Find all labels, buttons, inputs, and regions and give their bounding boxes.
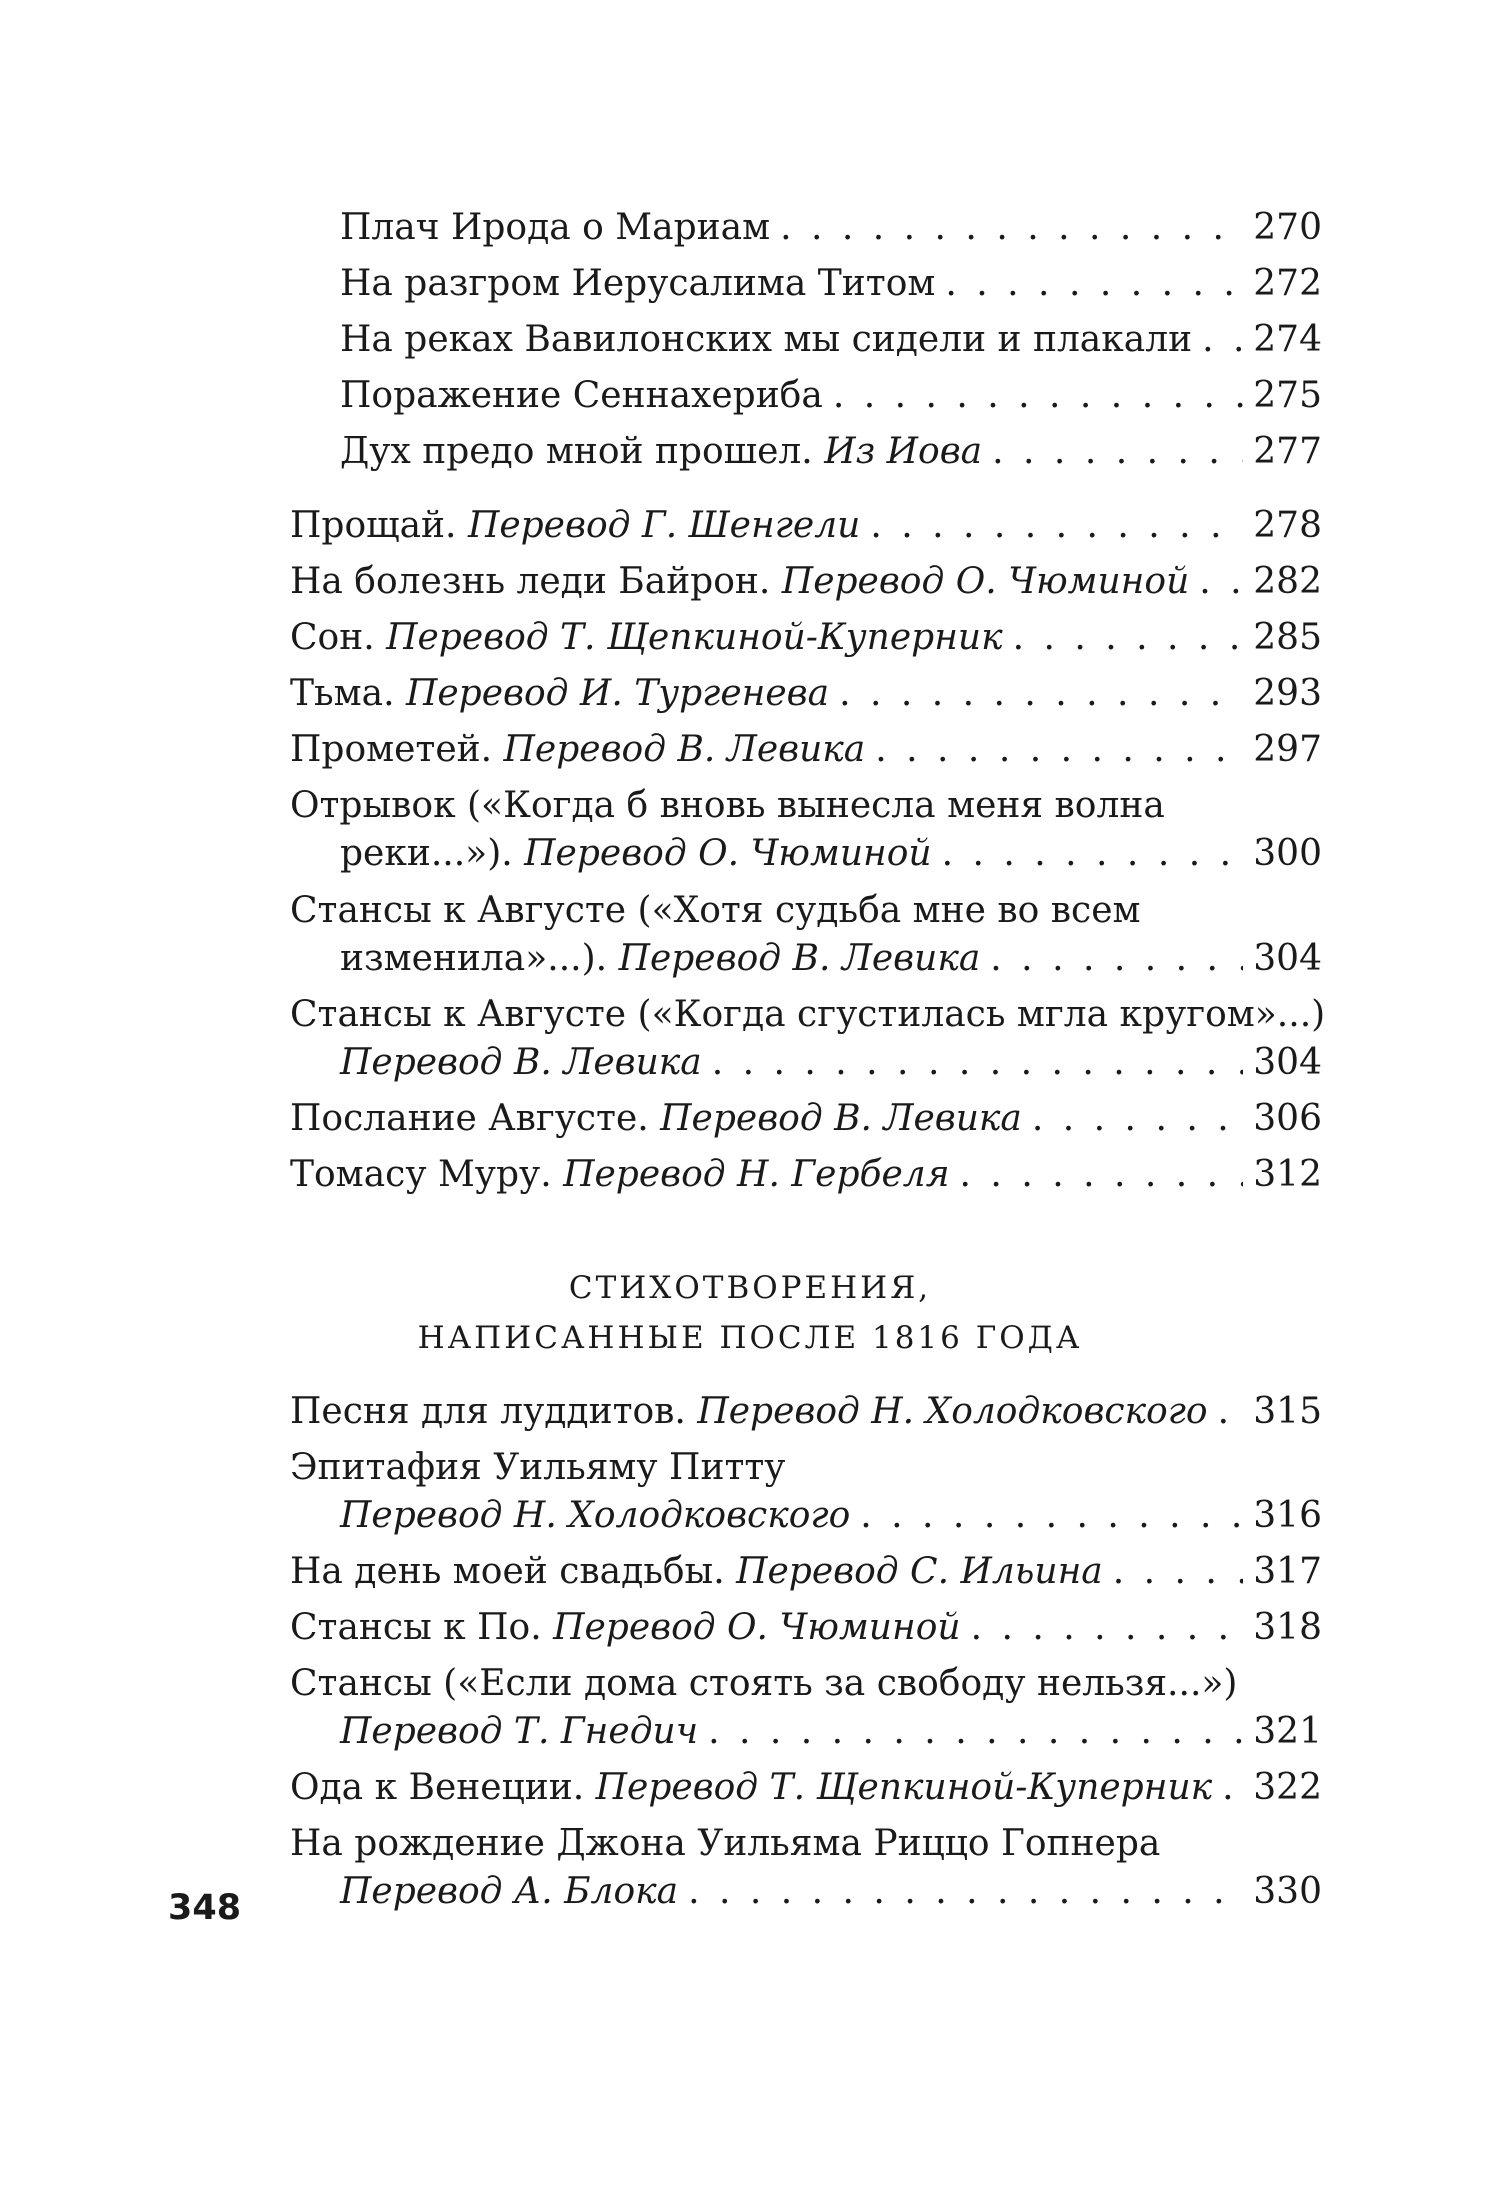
- toc-entry: [290, 1096, 1322, 1142]
- entry-page: 304: [1253, 938, 1322, 979]
- entry-page: 270: [1253, 207, 1322, 248]
- entry-page: 275: [1253, 375, 1322, 416]
- entry-page: 330: [1253, 1871, 1322, 1912]
- entry-page: 316: [1253, 1495, 1322, 1536]
- entry-title: Прощай. Перевод Г. Шенгели: [290, 505, 861, 546]
- entry-title: Стансы к Августе («Когда сгустилась мгла кругом»...): [290, 994, 1326, 1035]
- entry-title: Сон. Перевод Т. Щепкиной-Куперник: [290, 617, 1003, 658]
- toc-entry: [290, 1765, 1322, 1811]
- entry-title: Песня для луддитов. Перевод Н. Холодковского: [290, 1391, 1208, 1432]
- entry-page: 306: [1253, 1098, 1322, 1139]
- entry-title: Стансы («Если дома стоять за свободу нельзя...»): [290, 1663, 1238, 1704]
- dot-leader: [860, 1493, 1243, 1539]
- entry-title: Стансы к Августе («Хотя судьба мне во всем: [290, 890, 1141, 931]
- entry-title: На рождение Джона Уильяма Риццо Гопнера: [290, 1823, 1161, 1864]
- toc-entry: [290, 671, 1322, 717]
- entry-title-cont: реки...»). Перевод О. Чюминой: [340, 833, 932, 874]
- entry-page: 278: [1253, 505, 1322, 546]
- entry-page: 282: [1253, 561, 1322, 602]
- dot-leader: [712, 1040, 1244, 1086]
- entry-title: Отрывок («Когда б вновь вынесла меня волна: [290, 785, 1165, 826]
- dot-leader: [971, 1605, 1244, 1651]
- toc-entry: [290, 1389, 1322, 1435]
- toc-entry: [290, 503, 1322, 549]
- toc-entry-line1: [290, 1821, 1160, 1867]
- toc-entry-line1: [290, 783, 1165, 829]
- entry-translator: Перевод Н. Холодковского: [340, 1495, 851, 1536]
- entry-title: На день моей свадьбы. Перевод С. Ильина: [290, 1551, 1103, 1592]
- dot-leader: [708, 1709, 1243, 1755]
- entry-title: На болезнь леди Байрон. Перевод О. Чюминой: [290, 561, 1190, 602]
- dot-leader: [1032, 1096, 1243, 1142]
- dot-leader: [1013, 615, 1244, 661]
- toc-entry-line1: [290, 1445, 785, 1491]
- section-heading-line1: СТИХОТВОРЕНИЯ,: [568, 1270, 932, 1306]
- toc-entry: [340, 429, 1322, 475]
- toc-entry: [340, 205, 1322, 251]
- toc-entry-line2: [340, 1493, 1322, 1539]
- entry-page: 285: [1253, 617, 1322, 658]
- section-heading-line2: НАПИСАННЫЕ ПОСЛЕ 1816 ГОДА: [417, 1320, 1083, 1356]
- dot-leader: [688, 1869, 1243, 1915]
- dot-leader: [990, 936, 1243, 982]
- entry-page: 272: [1253, 263, 1322, 304]
- toc-entry: [340, 317, 1322, 363]
- toc-entry-line2: [340, 1040, 1322, 1086]
- toc-entry-line1: [290, 992, 1325, 1038]
- toc-entry: [290, 1152, 1322, 1198]
- entry-title: На реках Вавилонских мы сидели и плакали: [340, 319, 1193, 360]
- toc-entry: [290, 1549, 1322, 1595]
- entry-page: 317: [1253, 1551, 1322, 1592]
- entry-title: Ода к Венеции. Перевод Т. Щепкиной-Куперник: [290, 1767, 1213, 1808]
- toc-entry-line2: [340, 1869, 1322, 1915]
- dot-leader: [1222, 1765, 1243, 1811]
- entry-translator: Перевод В. Левика: [340, 1042, 702, 1083]
- section-heading: [0, 1263, 1500, 1363]
- dot-leader: [1218, 1389, 1244, 1435]
- toc-entry-line2: [340, 831, 1322, 877]
- entry-page: 277: [1253, 431, 1322, 472]
- entry-page: 312: [1253, 1154, 1322, 1195]
- dot-leader: [942, 831, 1244, 877]
- entry-title: Эпитафия Уильяму Питту: [290, 1447, 786, 1488]
- entry-title: Послание Августе. Перевод В. Левика: [290, 1098, 1022, 1139]
- dot-leader: [960, 1152, 1244, 1198]
- dot-leader: [945, 261, 1243, 307]
- entry-title: На разгром Иерусалима Титом: [340, 263, 936, 304]
- entry-title: Плач Ирода о Мариам: [340, 207, 771, 248]
- entry-title-cont: изменила»...). Перевод В. Левика: [340, 938, 981, 979]
- toc-entry-line1: [290, 888, 1141, 934]
- dot-leader: [833, 373, 1243, 419]
- dot-leader: [992, 429, 1243, 475]
- entry-title: Томасу Муру. Перевод Н. Гербеля: [290, 1154, 950, 1195]
- entry-title: Прометей. Перевод В. Левика: [290, 729, 866, 770]
- entry-page: 274: [1253, 319, 1322, 360]
- entry-page: 300: [1253, 833, 1322, 874]
- page-number: 348: [168, 1888, 242, 1928]
- entry-page: 315: [1253, 1391, 1322, 1432]
- dot-leader: [870, 503, 1243, 549]
- entry-title: Дух предо мной прошел. Из Иова: [340, 431, 983, 472]
- entry-page: 293: [1253, 673, 1322, 714]
- toc-entry: [290, 727, 1322, 773]
- dot-leader: [1199, 559, 1243, 605]
- entry-page: 322: [1253, 1767, 1322, 1808]
- dot-leader: [1202, 317, 1243, 363]
- toc-entry-line2: [340, 1709, 1322, 1755]
- entry-page: 321: [1253, 1711, 1322, 1752]
- toc-entry: [290, 615, 1322, 661]
- entry-translator: Перевод Т. Гнедич: [340, 1711, 699, 1752]
- toc-entry: [340, 261, 1322, 307]
- entry-title: Поражение Сеннахериба: [340, 375, 823, 416]
- entry-page: 297: [1253, 729, 1322, 770]
- toc-entry-line2: [340, 936, 1322, 982]
- toc-entry: [340, 373, 1322, 419]
- entry-page: 304: [1253, 1042, 1322, 1083]
- dot-leader: [780, 205, 1243, 251]
- toc-entry: [290, 1605, 1322, 1651]
- dot-leader: [875, 727, 1243, 773]
- dot-leader: [1113, 1549, 1244, 1595]
- entry-translator: Перевод А. Блока: [340, 1871, 679, 1912]
- entry-title: Тьма. Перевод И. Тургенева: [290, 673, 830, 714]
- dot-leader: [839, 671, 1243, 717]
- toc-entry-line1: [290, 1661, 1237, 1707]
- entry-page: 318: [1253, 1607, 1322, 1648]
- entry-title: Стансы к По. Перевод О. Чюминой: [290, 1607, 961, 1648]
- toc-entry: [290, 559, 1322, 605]
